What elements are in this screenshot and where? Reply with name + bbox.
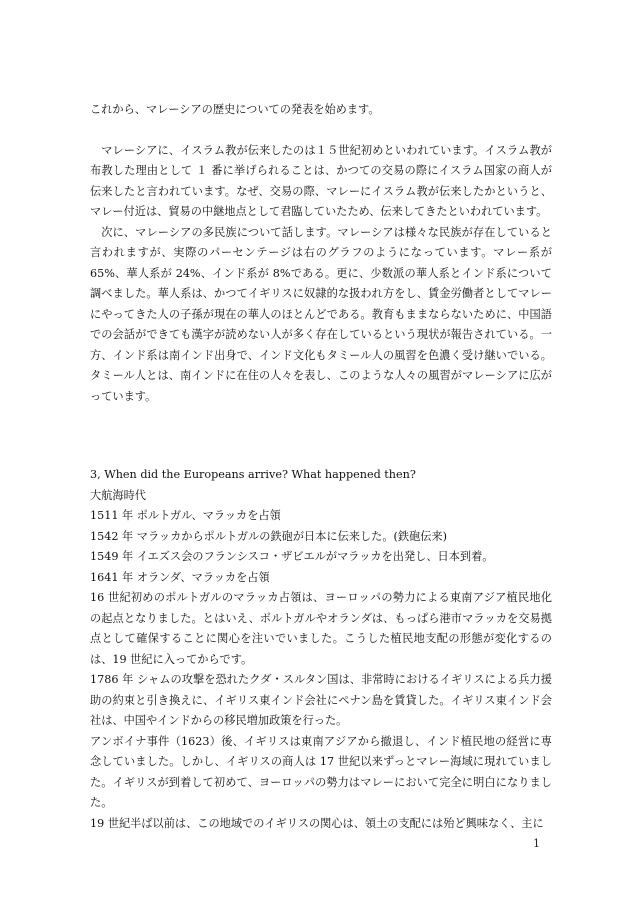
page-number: 1 [533, 837, 540, 850]
islam-paragraph: マレーシアに、イスラム教が伝来したのは１５世紀初めといわれています。イスラム教が布教した理由として １ 番に挙げられることは、かつての交易の際にイスラム国家の商人が伝来したと言われています。なぜ、交易の際、マレーにイスラム教が伝来したかというと、マレー付近は、貿易の中継地点として君臨していたため、伝来してきたといわれています。 [90, 143, 552, 218]
ethnic-paragraph: 次に、マレーシアの多民族について話します。マレーシアは様々な民族が存在していると言われますが、実際のパーセンテージは右のグラフのようになっています。マレー系が 65%、華人系が 24%、インド系が 8%である。更に、少数派の華人系とインド系について調べました。華人系は、かつてイギリスに奴隷的な扱われ方をし、賃金労働者としてマレーにやってきた人の子孫が現在の華人のほとんどである。教育もままならないために、中国語での会話ができても漢字が読めない人が多く存在しているという現状が報告されている。一方、インド系は南インド出身で、インド文化もタミール人の風習を色濃く受け継いでいる。タミール人とは、南インドに在住の人々を表し、このような人々の風習がマレーシアに広がっています。 [90, 225, 552, 403]
spacer [90, 407, 552, 465]
penang-paragraph: 1786 年 シャムの攻撃を恐れたクダ・スルタン国は、非常時におけるイギリスによる兵力援助の約束と引き換えに、イギリス東インド会社にペナン島を賃貸した。イギリス東インド会社は、中国やインドからの移民増加政策を行った。 [90, 673, 552, 727]
timeline-item: 1549 年 イエズス会のフランシスコ・ザビエルがマラッカを出発し、日本到着。 [90, 550, 494, 563]
spacer [90, 121, 552, 141]
intro-paragraph: これから、マレーシアの歴史についての発表を始めます。 [90, 103, 380, 116]
document-body [90, 100, 552, 834]
amboyna-paragraph: アンボイナ事件（1623）後、イギリスは東南アジアから撤退し、インド植民地の経営に専念していました。しかし、イギリスの商人は 17 世紀以来ずっとマレー海域に現れていました。イギリスが到着して初めて、ヨーロッパの勢力はマレーにおいて完全に明白になりました。 [90, 734, 552, 809]
section-heading: 3, When did the Europeans arrive? What happened then? [90, 468, 416, 481]
timeline-item: 1511 年 ポルトガル、マラッカを占領 [90, 509, 281, 522]
era-label: 大航海時代 [90, 488, 146, 502]
timeline-item: 1641 年 オランダ、マラッカを占領 [90, 570, 270, 584]
timeline-item: 1542 年 マラッカからポルトガルの鉄砲が日本に伝来した。(鉄砲伝来) [90, 529, 448, 543]
portugal-paragraph: 16 世紀初めのポルトガルのマラッカ占領は、ヨーロッパの勢力による東南アジア植民地化の起点となりました。とはいえ、ポルトガルやオランダは、もっぱら港市マラッカを交易拠点として確保することに関心を注いでいました。こうした植民地支配の形態が変化するのは、19 世紀に入ってからです。 [90, 591, 552, 666]
nineteenth-century-paragraph: 19 世紀半ば以前は、この地域でのイギリスの関心は、領土の支配には殆ど興味なく、主に [90, 816, 544, 830]
